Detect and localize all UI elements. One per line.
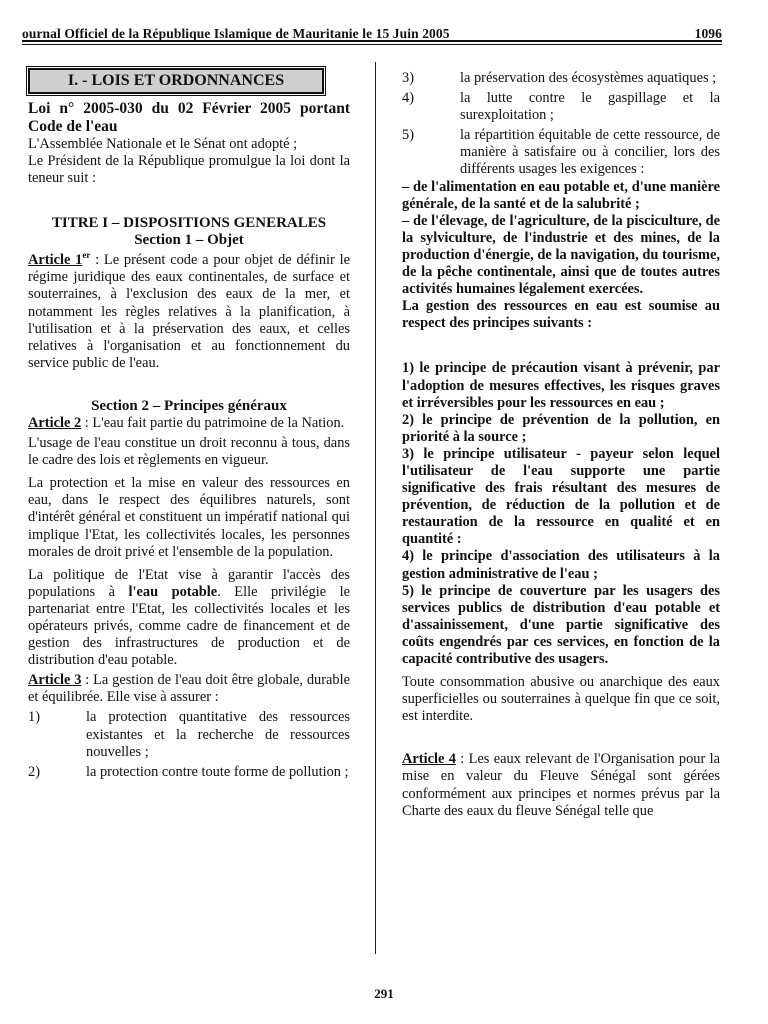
- article-2-protection: La protection et la mise en valeur des ressources en eau, dans le respect des équilibres naturels, sont d'intérêt général et constituent un impératif national qui implique l'Etat, les collectivités locales, les personnes morales de droit privé et l'ensemble de la population.: [28, 475, 350, 560]
- article-1-label: Article 1: [28, 252, 83, 269]
- article-2: [28, 415, 350, 432]
- header-rule: [22, 40, 722, 42]
- list-item-number: 3): [402, 70, 414, 86]
- header-rule-thin: [22, 44, 722, 45]
- section-1-heading: Section 1 – Objet: [134, 232, 244, 249]
- article-4-label: Article 4: [402, 751, 456, 768]
- principle-item: 3) le principe utilisateur - payeur selon lequel l'utilisateur de l'eau supporte une partie significative des frais résultant des mesures de prévention, de réduction de la pollution et de restauration de la ressource en qualité et en quantité :: [402, 445, 720, 548]
- list-item-number: 2): [28, 763, 40, 780]
- dash-item-elevage: – de l'élevage, de l'agriculture, de la pisciculture, de la sylviculture, de l'industrie et des mines, de la production d'énergie, de la navigation, du tourisme, de la pêche continentale, ainsi que de toutes autres activités humaines légalement exercées.: [402, 212, 720, 298]
- section-heading-box: I. - LOIS ET ORDONNANCES: [28, 68, 324, 94]
- dash-item-alimentation: – de l'alimentation en eau potable et, d'une manière générale, de la santé et de la salubrité ;: [402, 178, 720, 212]
- gestion-paragraph: La gestion des ressources en eau est soumise au respect des principes suivants :: [402, 298, 720, 332]
- article-1: [28, 252, 350, 372]
- article-3-text: : La gestion de l'eau doit être globale, durable et équilibrée. Elle vise à assurer :: [28, 672, 350, 706]
- page-number: 291: [374, 986, 394, 1001]
- principle-item: 1) le principe de précaution visant à prévenir, par l'adoption de mesures effectives, les risques graves et irréversibles pour les ressources en eau ;: [402, 360, 720, 411]
- principle-item: 5) le principe de couverture par les usagers des services publics de distribution d'eau potable et d'assainissement, d'une partie significative des coûts engendrés par ces services, en fonction de la capacité contributive des usagers.: [402, 582, 720, 667]
- list-item-text: la répartition équitable de cette ressource, de manière à satisfaire ou à concilier, lors des différents usages les exigences :: [460, 127, 720, 178]
- article-1-sup: er: [82, 250, 91, 261]
- list-item-number: 1): [28, 709, 40, 726]
- article-4-text: : Les eaux relevant de l'Organisation pour la mise en valeur du Fleuve Sénégal sont gérées conformément aux principes et normes prévus par la Charte des eaux du fleuve Sénégal telle que: [402, 751, 720, 819]
- column-divider: [375, 62, 376, 954]
- principle-item: 4) le principe d'association des utilisateurs à la gestion administrative de l'eau ;: [402, 548, 720, 582]
- article-3-label: Article 3: [28, 672, 82, 689]
- list-item: [28, 709, 350, 760]
- list-item: [402, 127, 720, 178]
- article-2-politique-bold: l'eau potable: [128, 583, 218, 600]
- titre-heading: TITRE I – DISPOSITIONS GENERALES: [51, 215, 327, 232]
- article-1-text: : Le présent code a pour objet de définir le régime juridique des eaux continentales, de surface et souterraines, à l'exclusion des eaux de la mer, et notamment les règles relatives à la planification, à l'utilisation et à la préservation des eaux, et celles relatives à l'organisation et au fonctionnement du service public de l'eau.: [28, 252, 350, 371]
- list-item: [402, 70, 720, 87]
- right-column: [402, 70, 720, 820]
- list-item: [28, 764, 350, 781]
- list-item-text: la protection quantitative des ressources existantes et la recherche de ressources nouvelles ;: [86, 709, 350, 760]
- law-title: Loi n° 2005-030 du 02 Février 2005 portant Code de l'eau: [28, 100, 350, 135]
- list-item-number: 5): [402, 127, 414, 144]
- article-3: [28, 672, 350, 706]
- preamble-president: Le Président de la République promulgue la loi dont la teneur suit :: [28, 153, 350, 187]
- list-item-number: 4): [402, 90, 414, 107]
- journal-header: [22, 18, 722, 42]
- consommation-paragraph: Toute consommation abusive ou anarchique des eaux superficielles ou souterraines à quelque fin que ce soit, est interdite.: [402, 674, 720, 725]
- principle-item: 2) le principe de prévention de la pollution, en priorité à la source ;: [402, 411, 720, 445]
- preamble-assembly: L'Assemblée Nationale et le Sénat ont adopté ;: [28, 136, 298, 152]
- article-2-label: Article 2: [28, 414, 82, 431]
- list-item-text: la lutte contre le gaspillage et la surexploitation ;: [460, 90, 720, 124]
- article-2-politique-c: . Elle privilégie le partenariat entre l'Etat, les collectivités locales et les opérateurs privés, comme cadre de financement et de gestion des infrastructures de production et de distribution d'eau potable.: [28, 583, 350, 669]
- article-2-politique: [28, 567, 350, 670]
- header-page-ref: 1096: [694, 26, 722, 41]
- article-2-text: : L'eau fait partie du patrimoine de la Nation.: [81, 414, 345, 431]
- list-item: [402, 90, 720, 124]
- journal-title: ournal Officiel de la République Islamique de Mauritanie le 15 Juin 2005: [22, 26, 450, 41]
- left-column: [28, 64, 350, 781]
- article-4: [402, 751, 720, 819]
- list-item-text: la préservation des écosystèmes aquatiques ;: [460, 70, 717, 86]
- list-item-text: la protection contre toute forme de pollution ;: [86, 763, 349, 780]
- section-2-heading: Section 2 – Principes généraux: [91, 397, 287, 414]
- article-2-usage: L'usage de l'eau constitue un droit reconnu à tous, dans le cadre des lois et règlements en vigueur.: [28, 435, 350, 469]
- article-2-politique-a: La politique de l'Etat vise à garantir l'accès des populations à: [28, 566, 350, 600]
